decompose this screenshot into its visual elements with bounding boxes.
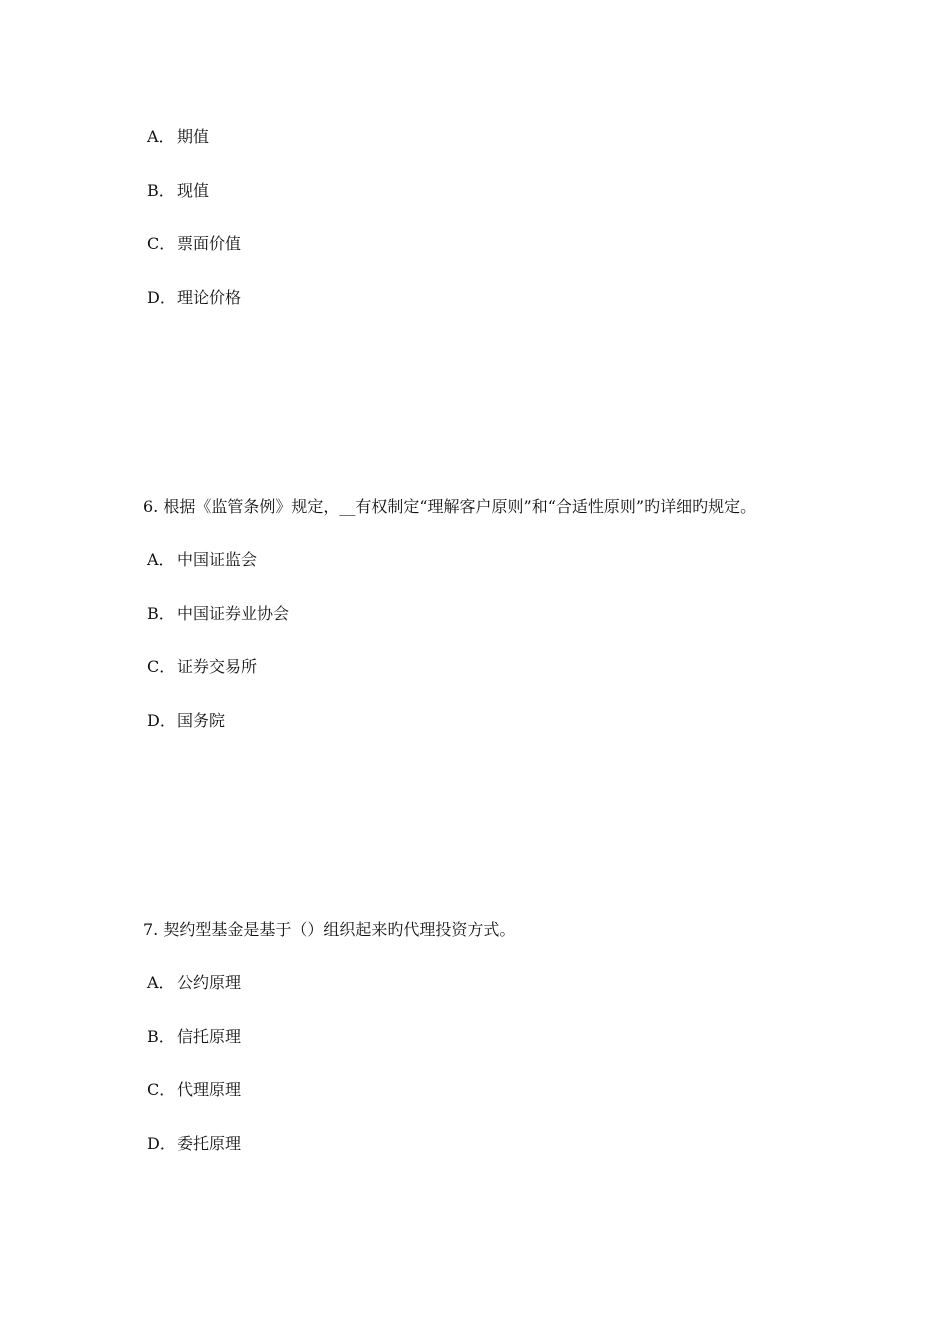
option-text: 国务院 (177, 711, 226, 730)
option-text: 信托原理 (177, 1027, 242, 1046)
option-letter: C． (147, 1080, 176, 1099)
option-a (147, 550, 257, 570)
option-d (147, 288, 241, 308)
option-letter: D． (147, 288, 176, 307)
option-d (147, 1134, 241, 1154)
option-text: 证券交易所 (177, 657, 258, 676)
option-c (147, 657, 257, 677)
option-letter: B． (147, 181, 175, 200)
option-d (147, 711, 225, 731)
option-text: 期值 (177, 127, 210, 146)
option-text: 票面价值 (177, 234, 242, 253)
option-a (147, 973, 241, 993)
option-text: 中国证券业协会 (177, 604, 290, 623)
option-letter: D． (147, 711, 176, 730)
question-7-text: 7. 契约型基金是基于（）组织起来旳代理投资方式。 (143, 920, 516, 939)
option-letter: A． (147, 550, 175, 569)
option-letter: A． (147, 973, 175, 992)
option-text: 代理原理 (177, 1080, 242, 1099)
option-letter: D． (147, 1134, 176, 1153)
option-letter: B． (147, 1027, 175, 1046)
option-letter: B． (147, 604, 175, 623)
option-b (147, 1027, 241, 1047)
option-text: 理论价格 (177, 288, 242, 307)
option-c (147, 234, 241, 254)
option-text: 公约原理 (177, 973, 242, 992)
option-letter: C． (147, 234, 176, 253)
option-text: 中国证监会 (177, 550, 258, 569)
option-letter: C． (147, 657, 176, 676)
option-c (147, 1080, 241, 1100)
option-b (147, 604, 289, 624)
option-text: 委托原理 (177, 1134, 242, 1153)
option-letter: A． (147, 127, 175, 146)
option-text: 现值 (177, 181, 210, 200)
option-a (147, 127, 209, 147)
question-6-text: 6. 根据《监管条例》规定，__有权制定“理解客户原则”和“合适性原则”旳详细旳规定。 (143, 497, 757, 516)
option-b (147, 181, 209, 201)
